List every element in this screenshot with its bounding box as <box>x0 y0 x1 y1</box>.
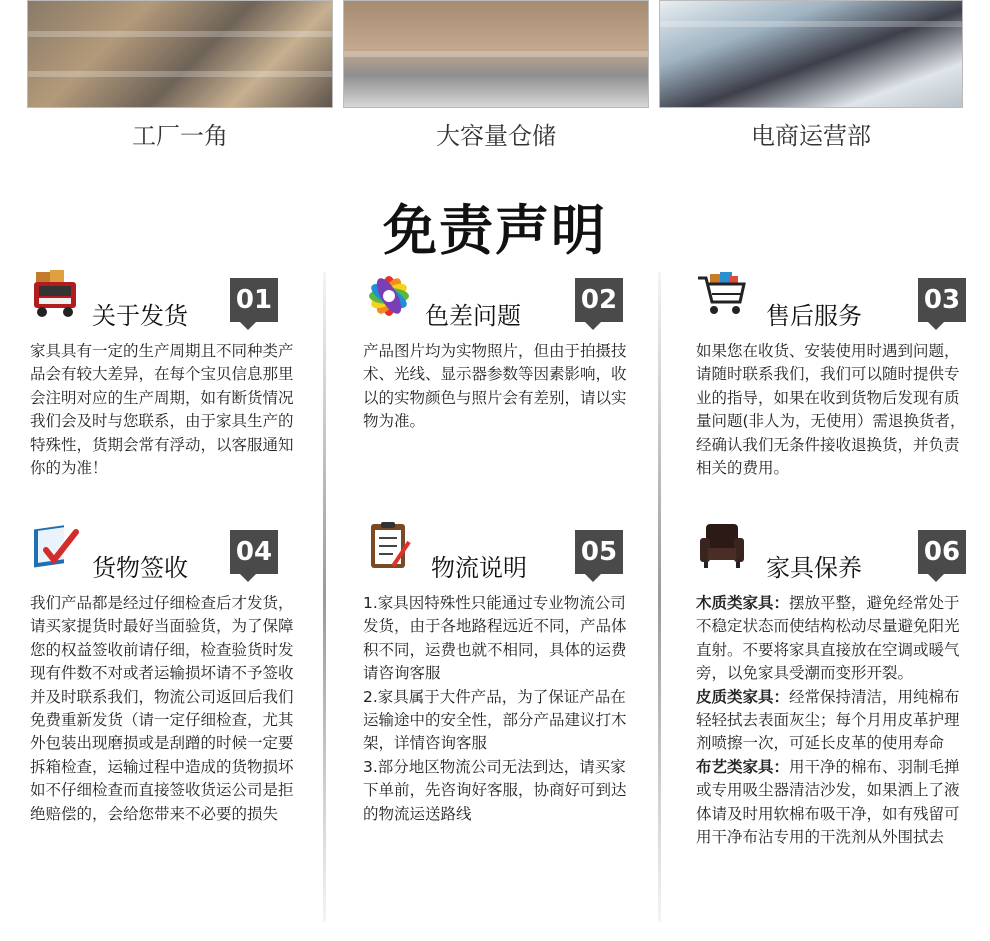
care-item-fabric <box>696 756 968 850</box>
column-divider <box>658 272 661 922</box>
section-number-badge: 01 <box>230 278 278 322</box>
section-text: 家具具有一定的生产周期且不同种类产品会有较大差异，在每个宝贝信息那里会注明对应的生产周期，如有断货情况我们会及时与您联系，由于家具生产的特殊性，货期会常有浮动，以客服通知你的为准！ <box>30 342 294 478</box>
section-title: 物流说明 <box>431 554 527 582</box>
section-number-badge: 03 <box>918 278 966 322</box>
section-body <box>696 592 968 849</box>
checkmark-document-icon <box>30 520 82 572</box>
section-number-badge: 04 <box>230 530 278 574</box>
color-wheel-icon <box>363 268 415 320</box>
care-text: 经常保持清洁，用纯棉布轻轻拭去表面灰尘；每个月用皮革护理剂喷擦一次，可延长皮革的使用寿命 <box>696 687 960 753</box>
warehouse-photo <box>343 0 649 108</box>
shopping-cart-icon <box>696 268 748 320</box>
armchair-icon <box>696 520 748 572</box>
section-body <box>363 592 635 826</box>
ecommerce-office-caption: 电商运营部 <box>751 122 871 150</box>
section-title: 货物签收 <box>92 554 188 582</box>
section-text-line: 2.家具属于大件产品，为了保证产品在运输途中的安全性，部分产品建议打木架，详情咨询客服 <box>363 687 627 753</box>
section-text: 产品图片均为实物照片，但由于拍摄技术、光线、显示器参数等因素影响，收以的实物颜色与照片会有差别，请以实物为准。 <box>363 342 627 431</box>
section-number-badge: 02 <box>575 278 623 322</box>
section-text-line: 1.家具因特殊性只能通过专业物流公司发货，由于各地路程远近不同，产品体积不同，运费也就不相同，具体的运费请咨询客服 <box>363 594 627 683</box>
section-title: 售后服务 <box>766 302 862 330</box>
column-divider <box>323 272 326 922</box>
delivery-truck-icon <box>30 268 82 320</box>
care-label: 木质类家具： <box>696 594 790 612</box>
care-text: 摆放平整，避免经常处于不稳定状态而使结构松动尽量避免阳光直射。不要将家具直接放在空调或暖气旁，以免家具受潮而变形开裂。 <box>696 594 960 683</box>
section-title: 关于发货 <box>92 302 188 330</box>
section-text-line: 3.部分地区物流公司无法到达，请买家下单前，先咨询好客服，协商好可到达的物流运送路线 <box>363 757 627 823</box>
clipboard-checklist-icon <box>363 520 415 572</box>
care-text: 用干净的棉布、羽制毛掸或专用吸尘器清洁沙发，如果洒上了液体请及时用软棉布吸干净，如有残留可用干净布沾专用的干洗剂从外围拭去 <box>696 757 960 847</box>
warehouse-caption: 大容量仓储 <box>436 122 556 150</box>
section-title: 家具保养 <box>766 554 862 582</box>
care-label: 皮质类家具： <box>696 687 790 706</box>
section-body <box>696 340 968 480</box>
section-body <box>363 340 635 434</box>
care-item-leather <box>696 686 968 756</box>
section-number-badge: 05 <box>575 530 623 574</box>
factory-photo <box>27 0 333 108</box>
page-title: 免责声明 <box>383 199 607 262</box>
section-body <box>30 340 302 480</box>
ecommerce-office-photo <box>659 0 963 108</box>
section-number-badge: 06 <box>918 530 966 574</box>
section-title: 色差问题 <box>425 302 521 330</box>
section-text: 我们产品都是经过仔细检查后才发货，请买家提货时最好当面验货，为了保障您的权益签收前请仔细，检查验货时发现有件数不对或者运输损坏请不予签收并及时联系我们，物流公司返回后我们免费重新发货（请一定仔细检查，尤其外包装出现磨损或是刮蹭的时候一定要拆箱检查，运输过程中造成的货物损坏如不仔细检查而直接签收货运公司是拒绝赔偿的，会给您带来不必要的损失 <box>30 594 294 823</box>
factory-caption: 工厂一角 <box>132 122 228 150</box>
section-text: 如果您在收货、安装使用时遇到问题，请随时联系我们，我们可以随时提供专业的指导，如果在收到货物后发现有质量问题(非人为，无使用）需退换货者，经确认我们无条件接收退换货，并负责相关的费用。 <box>696 342 966 478</box>
care-item-wood <box>696 592 968 686</box>
section-body <box>30 592 302 826</box>
care-label: 布艺类家具： <box>696 757 790 776</box>
